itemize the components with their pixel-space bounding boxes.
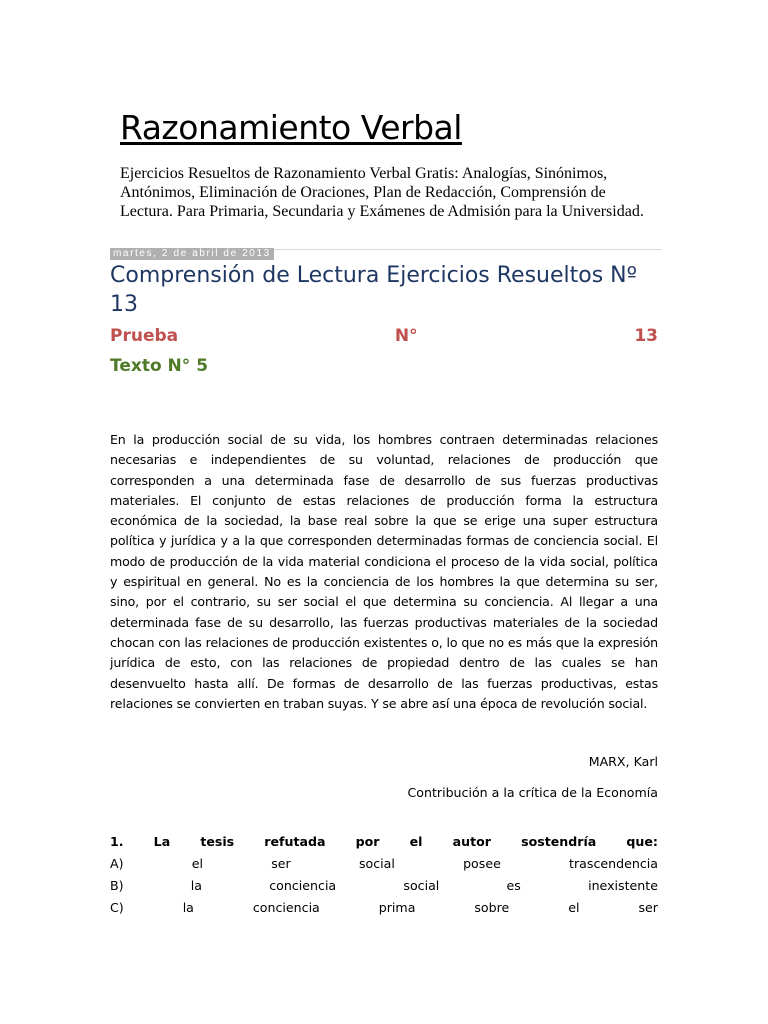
blog-title[interactable]: Razonamiento Verbal <box>120 108 462 147</box>
prueba-label: Prueba <box>110 326 179 346</box>
texto-heading: Texto N° 5 <box>110 356 209 376</box>
option-word: conciencia <box>252 900 320 915</box>
question-word: tesis <box>200 834 235 849</box>
option-word: B) <box>110 878 124 893</box>
option-word: A) <box>110 856 124 871</box>
option-word: prima <box>378 900 416 915</box>
option-word: ser <box>638 900 658 915</box>
prueba-n-label: N° <box>394 326 418 346</box>
question-word: 1. <box>110 834 124 849</box>
option-word: conciencia <box>269 878 337 893</box>
option-word: trascendencia <box>569 856 658 871</box>
option-b <box>110 878 658 893</box>
question-word: autor <box>452 834 491 849</box>
question-word: La <box>153 834 171 849</box>
option-word: social <box>403 878 440 893</box>
option-word: el <box>191 856 203 871</box>
option-word: es <box>506 878 521 893</box>
passage-source: Contribución a la crítica de la Economía <box>407 785 658 800</box>
option-word: social <box>358 856 395 871</box>
prueba-heading <box>110 326 658 346</box>
option-a <box>110 856 658 871</box>
option-c <box>110 900 658 915</box>
question-word: que: <box>626 834 658 849</box>
option-word: sobre <box>474 900 510 915</box>
question-word: el <box>409 834 423 849</box>
question-word: refutada <box>264 834 326 849</box>
passage-author: MARX, Karl <box>588 754 658 769</box>
post-title[interactable]: Comprensión de Lectura Ejercicios Resueltos Nº 13 <box>110 263 638 317</box>
prueba-number: 13 <box>634 326 658 346</box>
blog-description: Ejercicios Resueltos de Razonamiento Verbal Gratis: Analogías, Sinónimos, Antónimos, Eliminación de Oraciones, Plan de Redacción, Comprensión de Lectura. Para Primaria, Secundaria y Exámenes de Admisión para la Universidad. <box>120 165 644 220</box>
question-word: por <box>355 834 380 849</box>
option-word: posee <box>463 856 501 871</box>
reading-passage: En la producción social de su vida, los hombres contraen determinadas relaciones necesarias e independientes de su voluntad, relaciones de producción que corresponden a una determinada fase de desarrollo de sus fuerzas productivas materiales. El conjunto de estas relaciones de producción forma la estructura económica de la sociedad, la base real sobre la que se erige una super estructura política y jurídica y a la que corresponden determinadas formas de conciencia social. El modo de producción de la vida material condiciona el proceso de la vida social, política y espiritual en general. No es la conciencia de los hombres la que determina su ser, sino, por el contrario, su ser social el que determina su conciencia. Al llegar a una determinada fase de su desarrollo, las fuerzas productivas materiales de la sociedad chocan con las relaciones de producción existentes o, lo que no es más que la expresión jurídica de esto, con las relaciones de propiedad dentro de las cuales se han desenvuelto hasta allí. De formas de desarrollo de las fuerzas productivas, estas relaciones se convierten en traban suyas. Y se abre así una época de revolución social. <box>110 432 658 711</box>
option-word: la <box>182 900 194 915</box>
option-word: la <box>190 878 203 893</box>
option-word: ser <box>271 856 291 871</box>
option-word: inexistente <box>588 878 658 893</box>
question-word: sostendría <box>521 834 597 849</box>
post-date: martes, 2 de abril de 2013 <box>110 248 274 260</box>
question-1 <box>110 834 658 849</box>
option-word: C) <box>110 900 124 915</box>
option-word: el <box>568 900 580 915</box>
